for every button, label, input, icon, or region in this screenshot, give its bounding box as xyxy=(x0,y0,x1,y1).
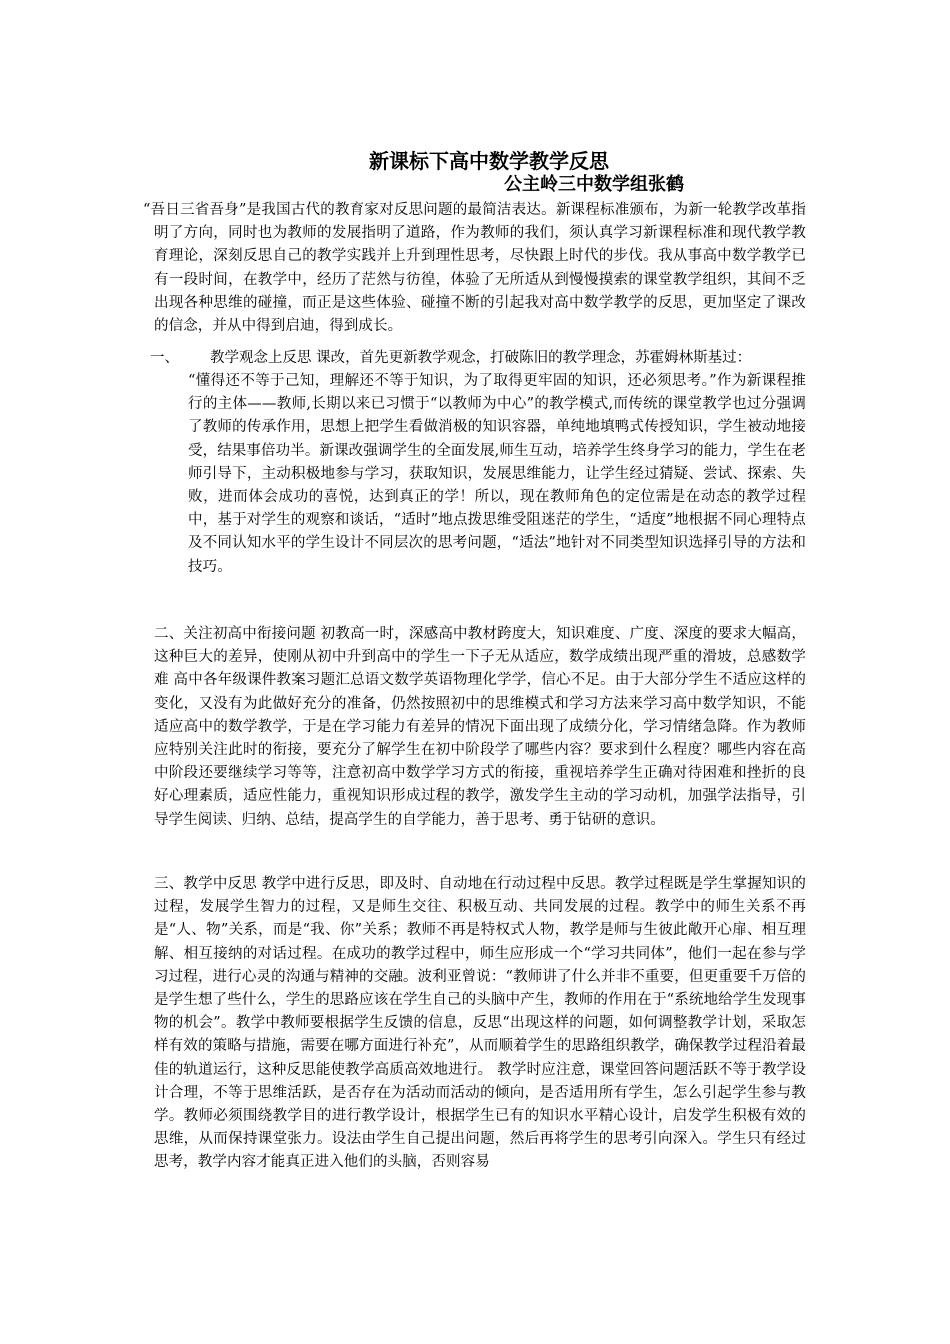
section1-paragraph: “懂得还不等于己知，理解还不等于知识，为了取得更牢固的知识，还必须思考。”作为新课程推行的主体——教师,长期以来已习惯于“以教师为中心”的教学模式,而传统的课堂教学也过分强调了教师的传承作用，思想上把学生看做消极的知识容器，单纯地填鸭式传授知识，学生被动地接受，结果事倍功半。新课改强调学生的全面发展,师生互动，培养学生终身学习的能力，学生在老师引导下，主动积极地参与学习，获取知识，发展思维能力，让学生经过猜疑、尝试、探索、失败，进而体会成功的喜悦，达到真正的学！所以，现在教师角色的定位需是在动态的教学过程中，基于对学生的观察和谈话，“适时”地点拨思维受阻迷茫的学生，“适度”地根据不同心理特点及不同认知水平的学生设计不同层次的思考问题，“适法”地针对不同类型知识选择引导的方法和技巧。 xyxy=(188,373,806,575)
section1-heading-text: 教学观念上反思 课改，首先更新教学观念，打破陈旧的教学理念，苏霍姆林斯基过： xyxy=(210,350,752,366)
intro-paragraph: “吾日三省吾身”是我国古代的教育家对反思问题的最简洁表达。新课程标准颁布，为新一轮教学改革指明了方向，同时也为教师的发展指明了道路，作为教师的我们，须认真学习新课程标准和现代教学教育理论，深刻反思自己的教学实践并上升到理性思考，尽快跟上时代的步伐。我从事高中数学教学已有一段时间，在教学中，经历了茫然与彷徨，体验了无所适从到慢慢摸索的课堂教学组织，其间不乏出现各种思维的碰撞，而正是这些体验、碰撞不断的引起我对高中数学教学的反思，更加坚定了课改的信念，并从中得到启迪，得到成长。 xyxy=(143,202,806,335)
section3-paragraph: 三、教学中反思 教学中进行反思，即及时、自动地在行动过程中反思。教学过程既是学生掌握知识的过程，发展学生智力的过程，又是师生交往、积极互动、共同发展的过程。教学中的师生关系不再是“人、物”关系，而是“我、你”关系；教师不再是特权式人物，教学是师与生彼此敞开心扉、相互理解、相互接纳的对话过程。在成功的教学过程中，师生应形成一个“学习共同体”，他们一起在参与学习过程，进行心灵的沟通与精神的交融。波利亚曾说：“教师讲了什么并非不重要，但更重要千万倍的是学生想了些什么，学生的思路应该在学生自己的头脑中产生，教师的作用在于“系统地给学生发现事物的机会”。教学中教师要根据学生反馈的信息，反思“出现这样的问题，如何调整教学计划，采取怎样有效的策略与措施，需要在哪方面进行补充”，从而顺着学生的思路组织教学，确保教学过程沿着最佳的轨道运行，这种反思能使教学高质高效地进行。 教学时应注意，课堂回答问题活跃不等于教学设计合理，不等于思维活跃，是否存在为活动而活动的倾向，是否适用所有学生，怎么引起学生参与教学。教师必须围绕教学目的进行教学设计，根据学生已有的知识水平精心设计，启发学生积极有效的思维，从而保持课堂张力。设法由学生自己提出问题，然后再将学生的思考引向深入。学生只有经过思考，教学内容才能真正进入他们的头脑，否则容易 xyxy=(154,876,806,1171)
section2-paragraph: 二、关注初高中衔接问题 初教高一时，深感高中教材跨度大，知识难度、广度、深度的要求大幅高，这种巨大的差异，使刚从初中升到高中的学生一下子无从适应，数学成绩出现严重的滑坡，总感数学难 高中各年级课件教案习题汇总语文数学英语物理化学学，信心不足。由于大部分学生不适应这样的变化，又没有为此做好充分的准备，仍然按照初中的思维模式和学习方法来学习高中数学知识，不能适应高中的数学教学，于是在学习能力有差异的情况下面出现了成绩分化，学习情绪急降。作为教师应特别关注此时的衔接，要充分了解学生在初中阶段学了哪些内容？要求到什么程度？哪些内容在高中阶段还要继续学习等等，注意初高中数学学习方式的衔接，重视培养学生正确对待困难和挫折的良好心理素质，适应性能力，重视知识形成过程的教学，激发学生主动的学习动机，加强学法指导，引导学生阅读、归纳、总结，提高学生的自学能力，善于思考、勇于钻研的意识。 xyxy=(154,626,806,828)
document-title: 新课标下高中数学教学反思 xyxy=(369,149,609,173)
section1-number: 一、 xyxy=(150,350,179,366)
section1-heading xyxy=(150,347,806,370)
document-author: 公主岭三中数学组张鹤 xyxy=(504,174,684,195)
